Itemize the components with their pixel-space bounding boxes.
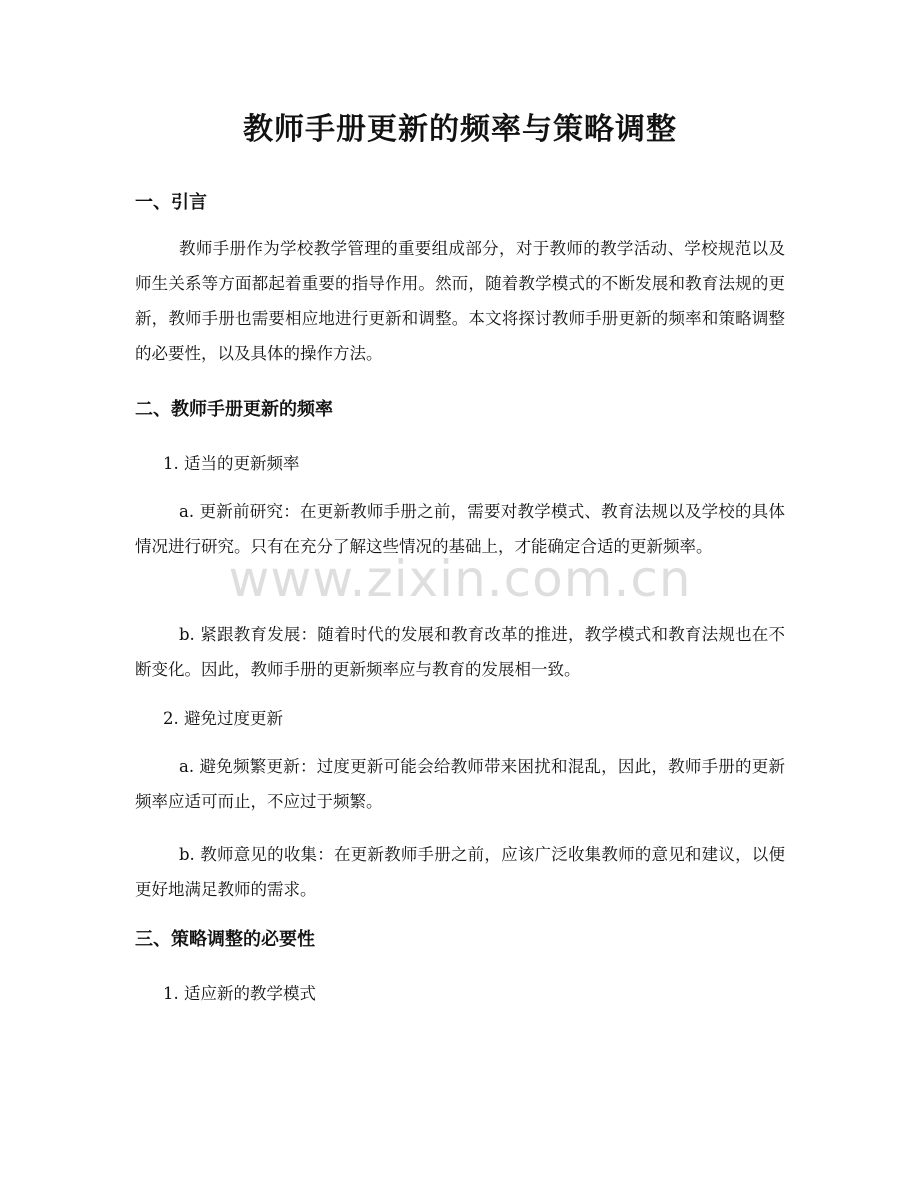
- watermark: www.zixin.com.cn: [228, 550, 692, 608]
- section-heading-frequency: 二、教师手册更新的频率: [135, 399, 333, 420]
- document-title: 教师手册更新的频率与策略调整: [243, 112, 677, 147]
- list-item-avoid-over-update: 2. 避免过度更新: [163, 709, 283, 728]
- intro-paragraph: 教师手册作为学校教学管理的重要组成部分，对于教师的教学活动、学校规范以及师生关系等方面都起着重要的指导作用。然而，随着教学模式的不断发展和教育法规的更新，教师手册也需要相应地进行更新和调整。本文将探讨教师手册更新的频率和策略调整的必要性，以及具体的操作方法。: [135, 239, 785, 363]
- section-heading-intro: 一、引言: [135, 192, 207, 213]
- list-item-adapt-new-teaching-mode: 1. 适应新的教学模式: [163, 984, 316, 1003]
- paragraph-follow-education-development: b. 紧跟教育发展：随着时代的发展和教育改革的推进，教学模式和教育法规也在不断变化。因此，教师手册的更新频率应与教育的发展相一致。: [135, 625, 785, 679]
- paragraph-avoid-frequent-updates: a. 避免频繁更新：过度更新可能会给教师带来困扰和混乱，因此，教师手册的更新频率应适可而止，不应过于频繁。: [135, 757, 785, 811]
- paragraph-research-before-update: a. 更新前研究：在更新教师手册之前，需要对教学模式、教育法规以及学校的具体情况进行研究。只有在充分了解这些情况的基础上，才能确定合适的更新频率。: [135, 502, 785, 556]
- paragraph-collect-teacher-opinions: b. 教师意见的收集：在更新教师手册之前，应该广泛收集教师的意见和建议，以便更好地满足教师的需求。: [135, 845, 785, 899]
- list-item-appropriate-frequency: 1. 适当的更新频率: [163, 454, 300, 473]
- section-heading-strategy: 三、策略调整的必要性: [135, 929, 315, 950]
